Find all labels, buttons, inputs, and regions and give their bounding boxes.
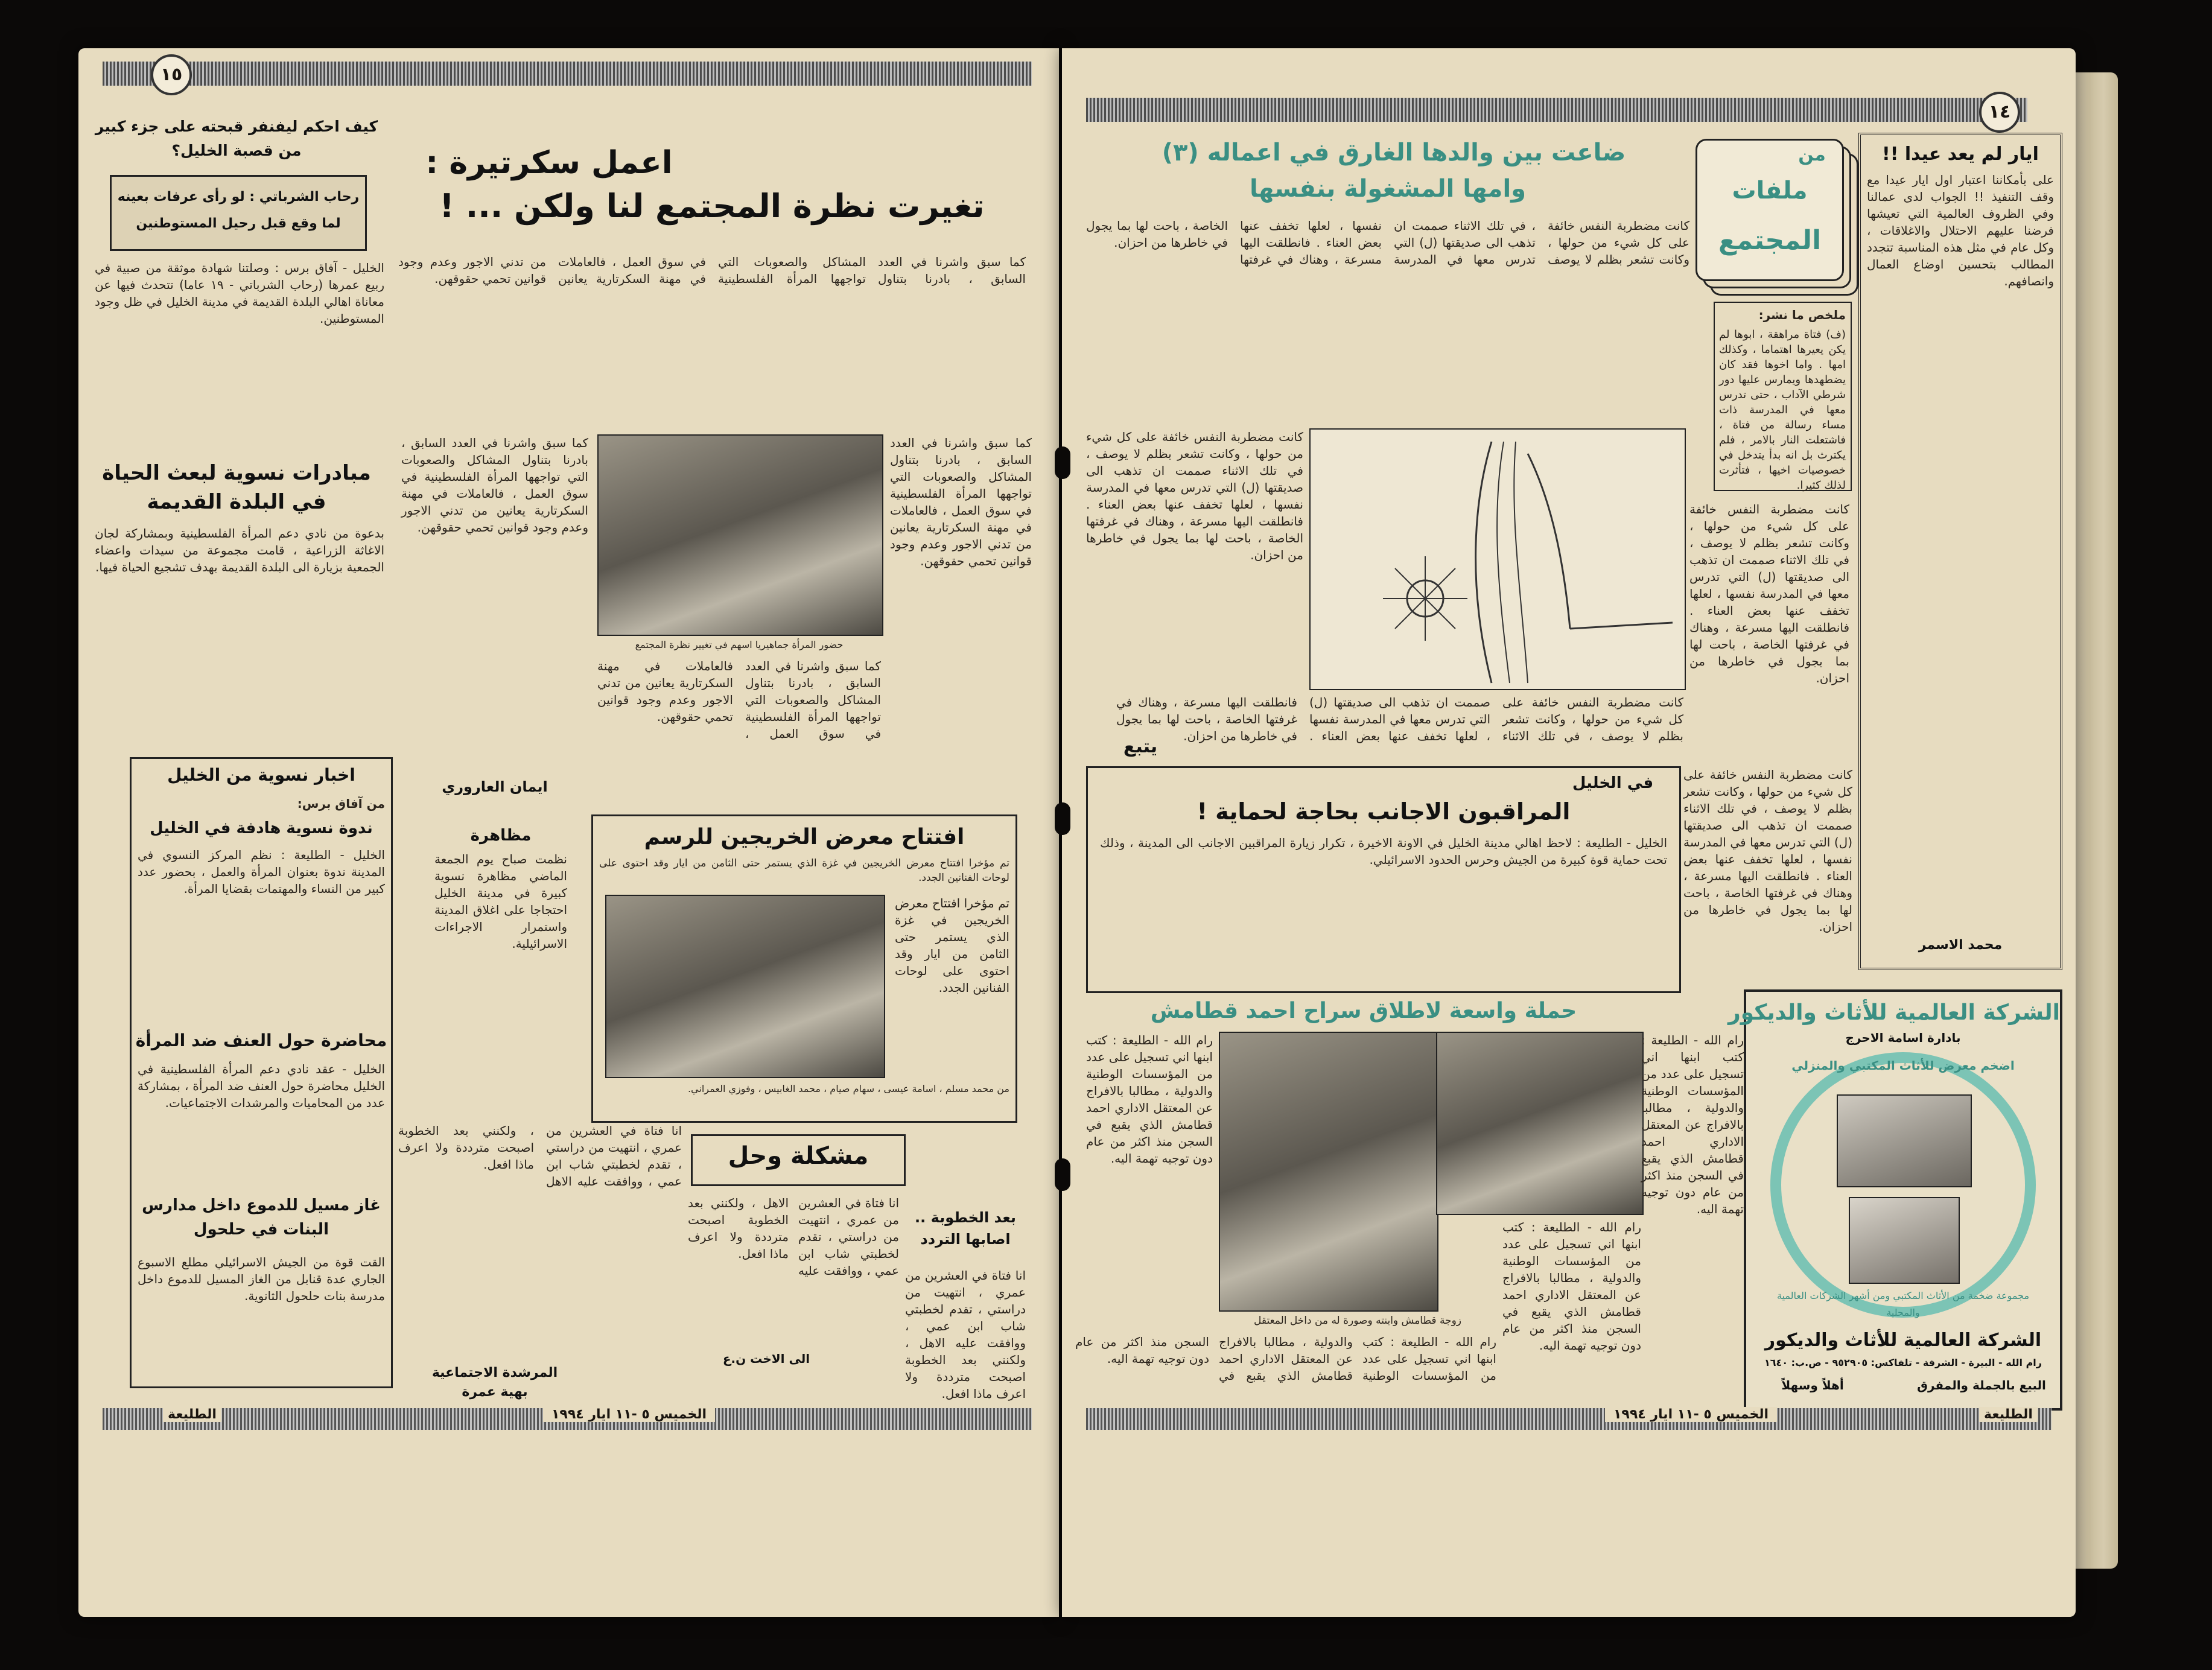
demo-headline: مظاهرة	[470, 827, 532, 845]
advice-headline: مشكلة وحل	[728, 1142, 869, 1170]
newspaper-page-left	[78, 48, 1059, 1617]
secretary-headline: تغيرت نظرة المجتمع لنا ولكن ... !	[439, 187, 985, 225]
hebron-column	[86, 109, 387, 802]
campaign-body-col1: رام الله - الطليعة : كتب ابنها اني تسجيل على عدد من المؤسسات الوطنية والدولية ، مطالبا بالافراج عن المعتقل الاداري احمد قطامش الذي يقبع في السجن منذ اكثر من عام دون توجيه تهمة اليه.	[1086, 1033, 1213, 1166]
exhibition-body: تم مؤخرا افتتاح معرض الخريجين في غزة الذي يستمر حتى الثامن من ايار وقد احتوى على لوحات الفنانين الجدد.	[599, 857, 1009, 884]
lead-headline: ضاعت بين والدها الغارق في اعماله (٣)	[1162, 139, 1626, 167]
lead-summary-title: ملخص ما نشر:	[1758, 308, 1846, 322]
ad-address: رام الله - البيرة - الشرفة - تلفاكس: ٩٥٢٩٠٥ - ص.ب: ١٦٤٠	[1764, 1357, 2042, 1368]
observers-headline: المراقبون الاجانب بحاجة لحماية !	[1197, 798, 1571, 825]
ad-welcome: أهلاً وسهلاً	[1781, 1378, 1844, 1392]
advice-author: المرشدة الاجتماعية بهية عمرة	[431, 1365, 558, 1400]
lead-body-top: كانت مضطربة النفس خائفة على كل شيء من حولها ، وكانت تشعر بظلم لا يوصف ، في تلك الاثناء صممت ان تذهب الى صديقتها (ل) التي تدرس معها في المدرسة نفسها ، لعلها تخفف عنها بعض العناء . فانطلقت اليها مسرعة ، وهناك في غرفتها الخاصة ، باحت لها بما يجول في خاطرها من احزان.	[1086, 218, 1689, 267]
women-news-box	[130, 757, 393, 1388]
footer-date-left: الخميس ٥ -١١ ايار ١٩٩٤	[543, 1407, 715, 1422]
exhibition-body-side: تم مؤخرا افتتاح معرض الخريجين في غزة الذي يستمر حتى الثامن من ايار وقد احتوى على لوحات الفنانين الجدد.	[895, 896, 1009, 995]
anniversary-body: على بأمكاننا اعتبار اول ايار عيدا مع وقف التنفيذ !! الجواب لدى عمالنا وفي الظروف العالمية التي تعيشها فرضنا عليهم الاحتلال والاغلاقات ، وكل عام في مثل هذه المناسبة تتجدد المطالب بتحسين اوضاع العمال وانصافهم.	[1867, 173, 2054, 288]
exhibition-box	[591, 814, 1017, 1123]
advice-body-col: انا فتاة في العشرين من عمري ، انتهيت من دراستي ، تقدم لخطبتي شاب ابن عمي ، ووافقت عليه الاهل ، ولكنني بعد الخطوبة اصبحت مترددة ولا اعرف ماذا افعل.	[905, 1268, 1026, 1401]
newspaper-page-right	[1062, 48, 2076, 1617]
secretary-photo-caption: حضور المرأة جماهيريا اسهم في تغيير نظرة المجتمع	[635, 639, 844, 650]
gas-body: القت قوة من الجيش الاسرائيلي مطلع الاسبوع الجاري عدة قنابل من الغاز المسيل للدموع داخل مدرسة بنات حلحول الثانوية.	[138, 1255, 385, 1303]
header-rule-right	[1086, 98, 2027, 122]
demo-body: نظمت صباح يوم الجمعة الماضي مظاهرة نسوية كبيرة في مدينة الخليل احتجاجا على اغلاق المدينة واستمرار الاجراءات الاسرائيلية.	[434, 852, 567, 951]
advice-signature: الى الاخت ن.ع	[722, 1351, 810, 1366]
women-news-title: اخبار نسوية من الخليل	[167, 765, 355, 785]
ad-brand-arc: الشركة العالمية للأثاث والديكور	[1728, 1000, 2060, 1025]
secretary-body-bottom: كما سبق واشرنا في العدد السابق ، بادرنا بتناول المشاكل والصعوبات التي تواجهها المرأة الفلسطينية في سوق العمل ، فالعاملات في مهنة السكرتارية يعانين من تدني الاجور وعدم وجود قوانين تحمي حقوقهن.	[597, 659, 881, 741]
hebron-quote: رحاب الشرباتي : لو رأى عرفات بعينه لما وقع قبل رحيل المستوطنين	[117, 189, 360, 231]
anniversary-author: محمد الاسمر	[1918, 938, 2003, 953]
secretary-body-col4: كما سبق واشرنا في العدد السابق ، بادرنا بتناول المشاكل والصعوبات التي تواجهها المرأة الفلسطينية في سوق العمل ، فالعاملات في مهنة السكرتارية يعانين من تدني الاجور وعدم وجود قوانين تحمي حقوقهن.	[890, 436, 1032, 568]
ad-sales: البيع بالجملة والمفرق	[1917, 1378, 2046, 1392]
initiative-headline: مبادرات نسوية لبعث الحياة في البلدة القديمة	[102, 461, 371, 514]
binder-hole-bottom	[1055, 1158, 1070, 1191]
binder-hole-middle	[1055, 802, 1070, 835]
lead-continued: يتبع	[1123, 736, 1158, 757]
ad-ring-text: مجموعة ضخمة من الأثاث المكتبي ومن أشهر الشركات العالمية والمحلية	[1776, 1290, 2030, 1318]
campaign-photo-portrait	[1436, 1032, 1644, 1215]
page-stack-edge	[2076, 72, 2118, 1569]
advice-title-box	[691, 1134, 906, 1186]
campaign-body-col3: رام الله - الطليعة : كتب ابنها اني تسجيل على عدد من المؤسسات الوطنية والدولية ، مطالبا بالافراج عن المعتقل الاداري احمد قطامش الذي يقبع في السجن منذ اكثر من عام دون توجيه تهمة اليه.	[1641, 1033, 1744, 1216]
footer-rule-right	[1086, 1408, 2052, 1430]
secretary-body-col1: كما سبق واشرنا في العدد السابق ، بادرنا بتناول المشاكل والصعوبات التي تواجهها المرأة الفلسطينية في سوق العمل ، فالعاملات في مهنة السكرتارية يعانين من تدني الاجور وعدم وجود قوانين تحمي حقوقهن.	[401, 436, 588, 535]
lecture-body: الخليل - عقد نادي دعم المرأة الفلسطينية في الخليل محاضرة حول العنف ضد المرأة ، بمشاركة عدد من المحاميات والمرشدات الاجتماعيات.	[138, 1062, 385, 1110]
campaign-body-bottom: رام الله - الطليعة : كتب ابنها اني تسجيل على عدد من المؤسسات الوطنية والدولية ، مطالبا بالافراج عن المعتقل الاداري احمد قطامش الذي يقبع في السجن منذ اكثر من عام دون توجيه تهمة اليه.	[1075, 1335, 1496, 1383]
anniversary-title: ايار لم يعد عيدا !!	[1882, 144, 2039, 165]
lead-subhead: وامها المشغولة بنفسها	[1249, 175, 1527, 203]
footer-brand-right: الطليعة	[1979, 1407, 2038, 1422]
hebron-question-headline: كيف احكم ليفنفر قبحته على جزء كبير من قصبة الخليل؟	[95, 118, 378, 159]
seminar-headline: ندوة نسوية هادفة في الخليل	[150, 819, 373, 837]
campaign-photo-caption: زوجة قطامش وابنته وصورة له من داخل المعتقل	[1253, 1315, 1462, 1327]
anniversary-box	[1858, 133, 2062, 970]
footer-date-right: الخميس ٥ -١١ ايار ١٩٩٤	[1605, 1407, 1777, 1422]
ad-computer-desk-photo	[1849, 1197, 1960, 1284]
advice-body: انا فتاة في العشرين من عمري ، انتهيت من دراستي ، تقدم لخطبتي شاب ابن عمي ، ووافقت عليه الاهل ، ولكنني بعد الخطوبة اصبحت مترددة ولا اعرف ماذا افعل.	[688, 1196, 899, 1278]
advice-kicker: بعد الخطوبة .. اصابها التردد	[915, 1209, 1016, 1248]
campaign-body-col2: رام الله - الطليعة : كتب ابنها اني تسجيل على عدد من المؤسسات الوطنية والدولية ، مطالبا بالافراج عن المعتقل الاداري احمد قطامش الذي يقبع في السجن منذ اكثر من عام دون توجيه تهمة اليه.	[1502, 1220, 1641, 1353]
secretary-kicker: اعمل سكرتيرة :	[425, 145, 673, 181]
hebron-body: الخليل - آفاق برس : وصلتنا شهادة موثقة من صبية في ربيع عمرها (رحاب الشرباتي - ١٩ عاما) تتحدث فيها عن معاناة اهالي البلدة القديمة في مدينة الخليل في ظل وجود المستوطنين.	[95, 261, 384, 326]
secretary-photo	[597, 434, 883, 636]
lead-body-bottom: كانت مضطربة النفس خائفة على كل شيء من حولها ، وكانت تشعر بظلم لا يوصف ، في تلك الاثناء صممت ان تذهب الى صديقتها (ل) التي تدرس معها في المدرسة نفسها ، لعلها تخفف عنها بعض العناء . فانطلقت اليها مسرعة ، وهناك في غرفتها الخاصة ، باحت لها بما يجول في خاطرها من احزان.	[1116, 695, 1683, 743]
section-badge-society: المجتمع	[1718, 225, 1822, 256]
woman-sun-illustration	[1311, 430, 1685, 689]
ad-management: بادارة اسامة الاحرج	[1845, 1030, 1961, 1045]
binder-hole-top	[1055, 446, 1070, 479]
observers-kicker: في الخليل	[1572, 774, 1654, 792]
lead-summary: (ف) فتاة مراهقة ، ابوها لم يكن يعيرها اهتماما ، وكذلك امها . واما اخوها فقد كان يضطهدها ويمارس عليها دور شرطي الآداب ، حتى تدرس معها في المدرسة ذات مساء رسالة من فتاة ، فاشتعلت النار بالامر ، فلم يكترث بل انه بدأ يتدخل في خصوصيات اخيها ، فتأثرت لذلك كثيرا.	[1719, 328, 1846, 492]
lead-body-left: كانت مضطربة النفس خائفة على كل شيء من حولها ، وكانت تشعر بظلم لا يوصف ، في تلك الاثناء صممت ان تذهب الى صديقتها (ل) التي تدرس معها في المدرسة نفسها ، لعلها تخفف عنها بعض العناء . فانطلقت اليها مسرعة ، وهناك في غرفتها الخاصة ، باحت لها بما يجول في خاطرها من احزان.	[1086, 430, 1303, 562]
campaign-photo-family	[1219, 1032, 1438, 1312]
secretary-author: ايمان العاروري	[442, 778, 548, 795]
footer-brand-left: الطليعة	[163, 1407, 221, 1422]
page-number-right: ١٤	[1979, 92, 2020, 133]
section-badge-from: من	[1798, 144, 1826, 165]
lecture-headline: محاضرة حول العنف ضد المرأة	[135, 1030, 387, 1050]
lead-body-tail: كانت مضطربة النفس خائفة على كل شيء من حولها ، وكانت تشعر بظلم لا يوصف ، في تلك الاثناء صممت ان تذهب الى صديقتها (ل) التي تدرس معها في المدرسة نفسها ، لعلها تخفف عنها بعض العناء . فانطلقت اليها مسرعة ، وهناك في غرفتها الخاصة ، باحت لها بما يجول في خاطرها من احزان.	[1683, 767, 1852, 934]
gas-headline: غاز مسيل للدموع داخل مدارس البنات في حلحول	[142, 1196, 381, 1239]
ad-company: الشركة العالمية للأثاث والديكور	[1764, 1330, 2042, 1351]
advice-answer: انا فتاة في العشرين من عمري ، انتهيت من دراستي ، تقدم لخطبتي شاب ابن عمي ، ووافقت عليه الاهل ، ولكنني بعد الخطوبة اصبحت مترددة ولا اعرف ماذا افعل.	[398, 1123, 682, 1189]
section-badge-files: ملفات	[1732, 177, 1808, 205]
seminar-body: الخليل - الطليعة : نظم المركز النسوي في المدينة ندوة بعنوان المرأة والعمل ، بحضور عدد كبير من النساء والمهتمات بقضايا المرأة.	[138, 848, 385, 896]
lead-illustration	[1309, 428, 1686, 690]
secretary-body-top: كما سبق واشرنا في العدد السابق ، بادرنا بتناول المشاكل والصعوبات التي تواجهها المرأة الفلسطينية في سوق العمل ، فالعاملات في مهنة السكرتارية يعانين من تدني الاجور وعدم وجود قوانين تحمي حقوقهن.	[398, 255, 1026, 286]
header-rule-left	[103, 62, 1032, 86]
exhibition-caption: من محمد مسلم ، اسامة عيسى ، سهام صيام ، محمد الغابيس ، وفوزي العمراني.	[687, 1083, 1009, 1094]
page-number-left: ١٥	[151, 54, 192, 95]
hebron-quote-box	[110, 175, 367, 251]
campaign-headline: حملة واسعة لاطلاق سراح احمد قطامش	[1150, 999, 1577, 1023]
exhibition-photo	[605, 895, 885, 1078]
lead-summary-box	[1714, 302, 1852, 491]
ad-tagline: اضخم معرض للأثاث المكتبي والمنزلي	[1791, 1058, 2015, 1073]
women-news-source: من آفاق برس:	[297, 796, 385, 811]
exhibition-headline: افتتاح معرض الخريجين للرسم	[644, 825, 965, 849]
section-badge	[1696, 139, 1844, 281]
ad-desk-photo	[1837, 1094, 1972, 1187]
observers-box	[1086, 766, 1681, 993]
initiative-body: بدعوة من نادي دعم المرأة الفلسطينية وبمشاركة لجان الاغاثة الزراعية ، قامت مجموعة من سيدات واعضاء الجمعية بزيارة الى البلدة القديمة بهدف تشجيع الحياة فيها.	[95, 526, 384, 574]
lead-body-right: كانت مضطربة النفس خائفة على كل شيء من حولها ، وكانت تشعر بظلم لا يوصف ، في تلك الاثناء صممت ان تذهب الى صديقتها (ل) التي تدرس معها في المدرسة نفسها ، لعلها تخفف عنها بعض العناء . فانطلقت اليها مسرعة ، وهناك في غرفتها الخاصة ، باحت لها بما يجول في خاطرها من احزان.	[1689, 502, 1849, 685]
furniture-ad	[1728, 989, 2062, 1411]
observers-body: الخليل - الطليعة : لاحظ اهالي مدينة الخليل في الاونة الاخيرة ، تكرار زيارة المراقبين الاجانب الى المدينة ، وذلك تحت حماية قوة كبيرة من الجيش وحرس الحدود الاسرائيلي.	[1100, 836, 1667, 867]
